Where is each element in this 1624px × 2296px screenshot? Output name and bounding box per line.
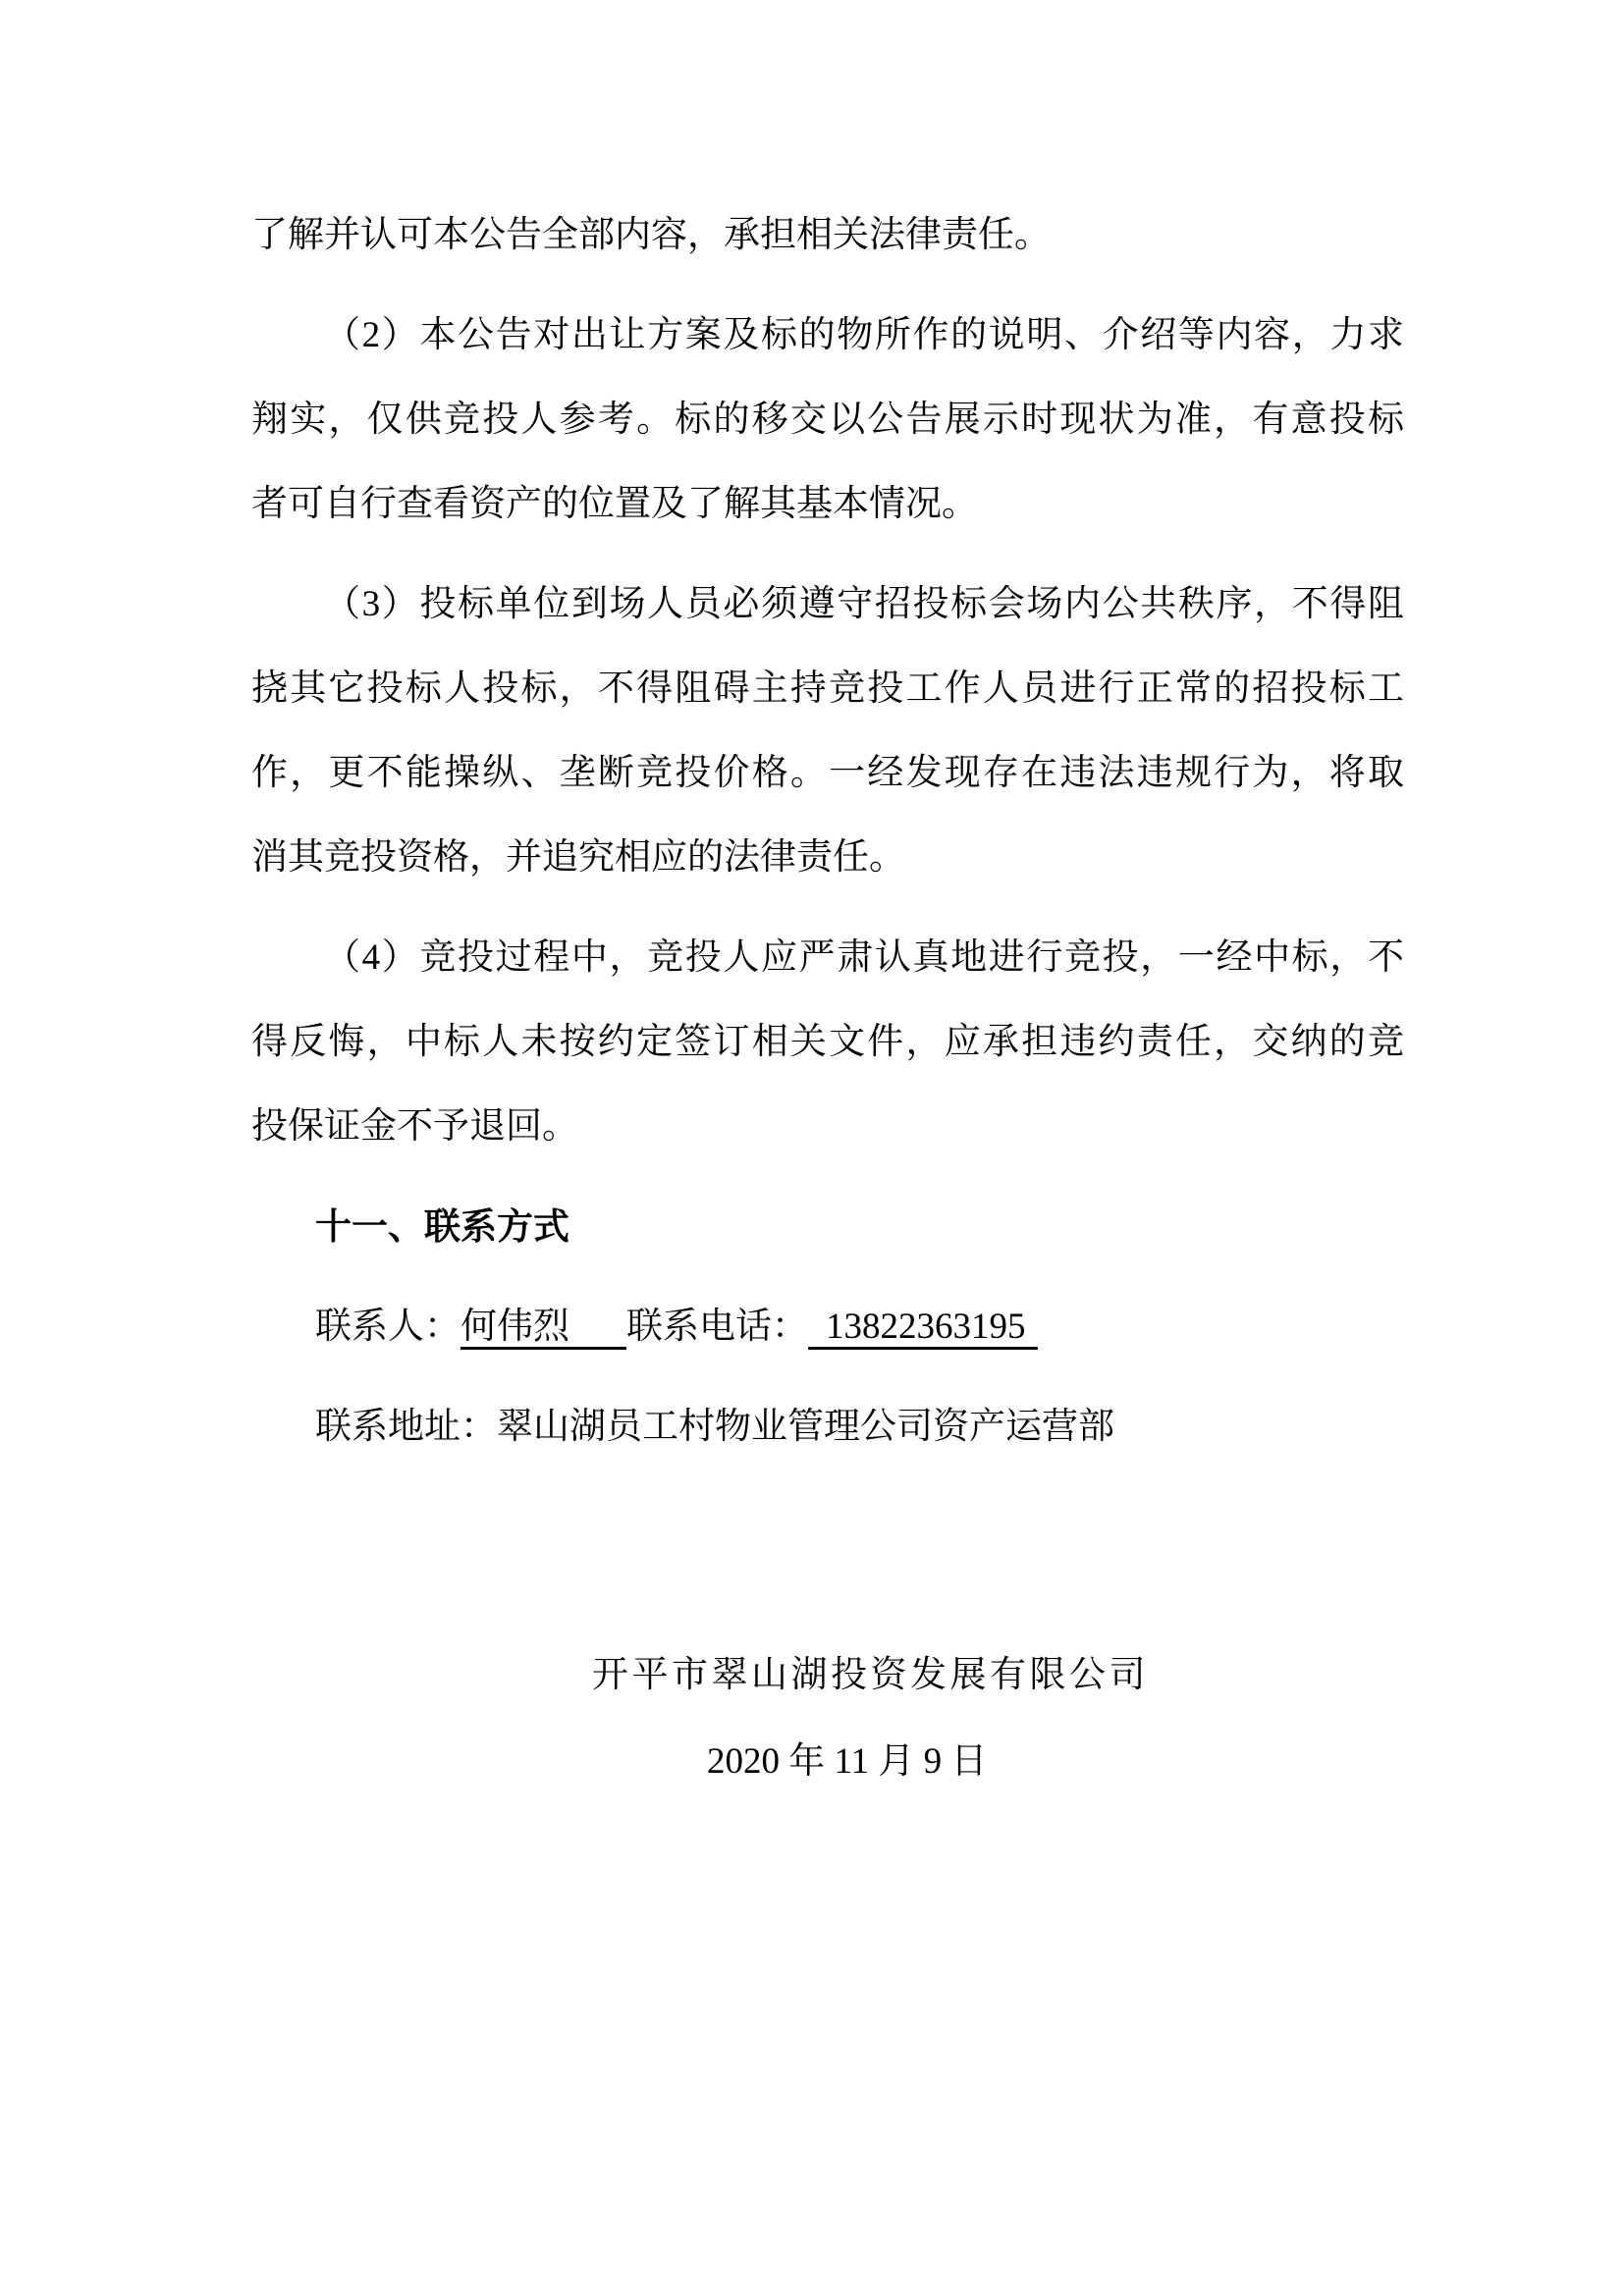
text-line: 消其竞投资格，并追究相应的法律责任。	[251, 837, 905, 878]
document-content	[251, 193, 1404, 1804]
contact-person-value: 何伟烈	[460, 1307, 626, 1350]
text-line: 得反悔，中标人未按约定签订相关文件，应承担违约责任，交纳的竞	[251, 1022, 1404, 1062]
text-line: 作，更不能操纵、垄断竞投价格。一经发现存在违法违规行为，将取	[251, 753, 1404, 793]
paragraph	[251, 562, 1404, 900]
text-line: 者可自行查看资产的位置及了解其基本情况。	[251, 484, 978, 524]
text-line: 翔实，仅供竞投人参考。标的移交以公告展示时现状为准，有意投标	[251, 400, 1404, 440]
contact-line	[251, 1285, 1404, 1369]
text-line: （4）竞投过程中，竞投人应严肃认真地进行竞投，一经中标，不	[324, 937, 1404, 978]
paragraph	[251, 193, 1404, 278]
text-line: 了解并认可本公告全部内容，承担相关法律责任。	[251, 215, 1051, 255]
text-line: 投保证金不予退回。	[251, 1106, 578, 1147]
signoff-date: 2020 年 11 月 9 日	[707, 1741, 988, 1782]
paragraph	[251, 916, 1404, 1169]
contact-phone-value: 13822363195	[808, 1307, 1038, 1350]
contact-address: 联系地址：翠山湖员工村物业管理公司资产运营部	[315, 1407, 1114, 1447]
text-line: 挠其它投标人投标，不得阻碍主持竞投工作人员进行正常的招投标工	[251, 668, 1404, 709]
body-paragraphs	[251, 193, 1404, 1169]
contact-phone-label: 联系电话：	[626, 1307, 808, 1347]
text-line: （2）本公告对出让方案及标的物所作的说明、介绍等内容，力求	[324, 315, 1404, 355]
signoff-company: 开平市翠山湖投资发展有限公司	[592, 1655, 1149, 1695]
section-heading: 十一、联系方式	[315, 1206, 569, 1247]
text-line: （3）投标单位到场人员必须遵守招投标会场内公共秩序，不得阻	[324, 584, 1404, 624]
paragraph	[251, 294, 1404, 547]
contact-person-label: 联系人：	[315, 1307, 460, 1347]
